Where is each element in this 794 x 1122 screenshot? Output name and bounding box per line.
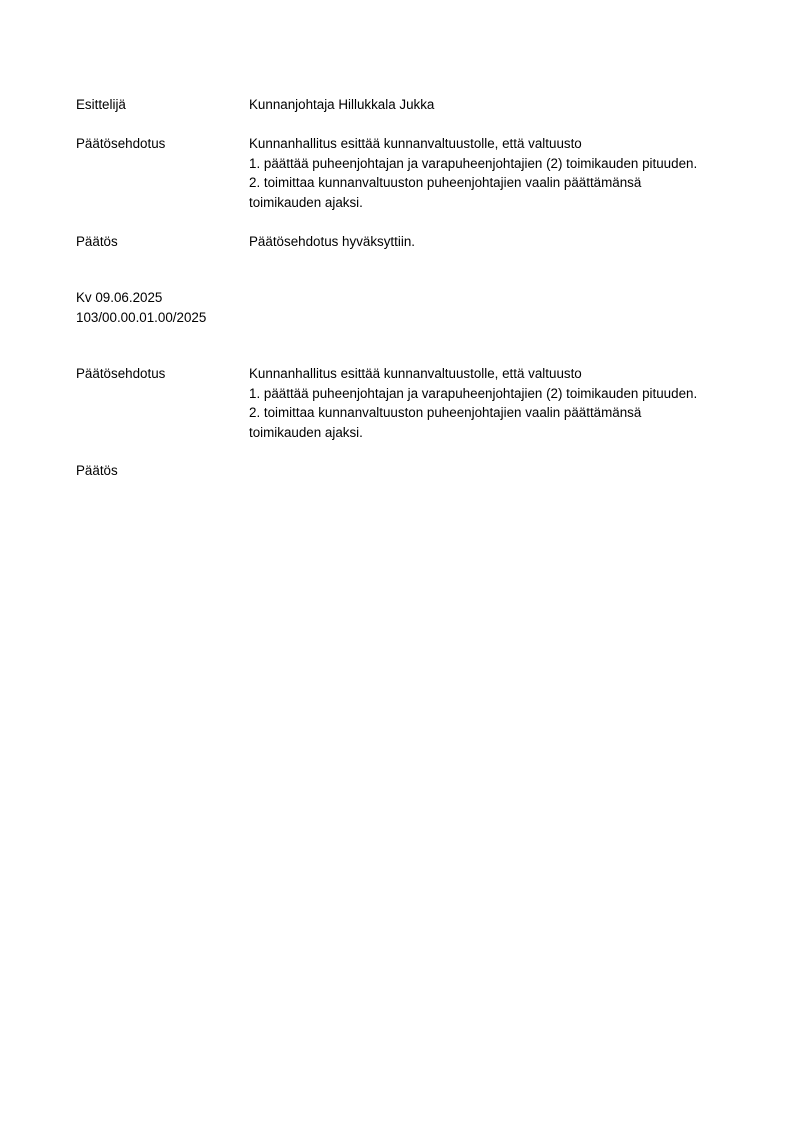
proposal-line: 1. päättää puheenjohtajan ja varapuheenjohtajien (2) toimikauden pituuden. <box>249 385 698 401</box>
proposal-line: Kunnanhallitus esittää kunnanvaltuustolle, että valtuusto <box>249 366 582 381</box>
meeting-reference <box>76 288 206 327</box>
case-number: 103/00.00.01.00/2025 <box>76 309 207 325</box>
proposal-line: 2. toimittaa kunnanvaltuuston puheenjohtajien vaalin päättämänsä <box>249 405 642 421</box>
decision-label-1: Päätös <box>76 234 118 249</box>
proposal-label-2: Päätösehdotus <box>76 366 166 381</box>
proposal-line: 2. toimittaa kunnanvaltuuston puheenjohtajien vaalin päättämänsä <box>249 175 642 191</box>
meeting-body-date: Kv 09.06.2025 <box>76 290 163 305</box>
presenter-value: Kunnanjohtaja Hillukkala Jukka <box>249 97 435 112</box>
proposal-line: toimikauden ajaksi. <box>249 194 363 210</box>
proposal-text-1 <box>249 134 759 212</box>
proposal-line: 1. päättää puheenjohtajan ja varapuheenjohtajien (2) toimikauden pituuden. <box>249 155 698 171</box>
decision-label-2: Päätös <box>76 463 118 478</box>
presenter-label: Esittelijä <box>76 97 126 112</box>
proposal-line: toimikauden ajaksi. <box>249 424 363 440</box>
proposal-text-2 <box>249 364 759 442</box>
proposal-line: Kunnanhallitus esittää kunnanvaltuustolle, että valtuusto <box>249 136 582 151</box>
decision-value-1: Päätösehdotus hyväksyttiin. <box>249 234 415 249</box>
proposal-label-1: Päätösehdotus <box>76 136 166 151</box>
